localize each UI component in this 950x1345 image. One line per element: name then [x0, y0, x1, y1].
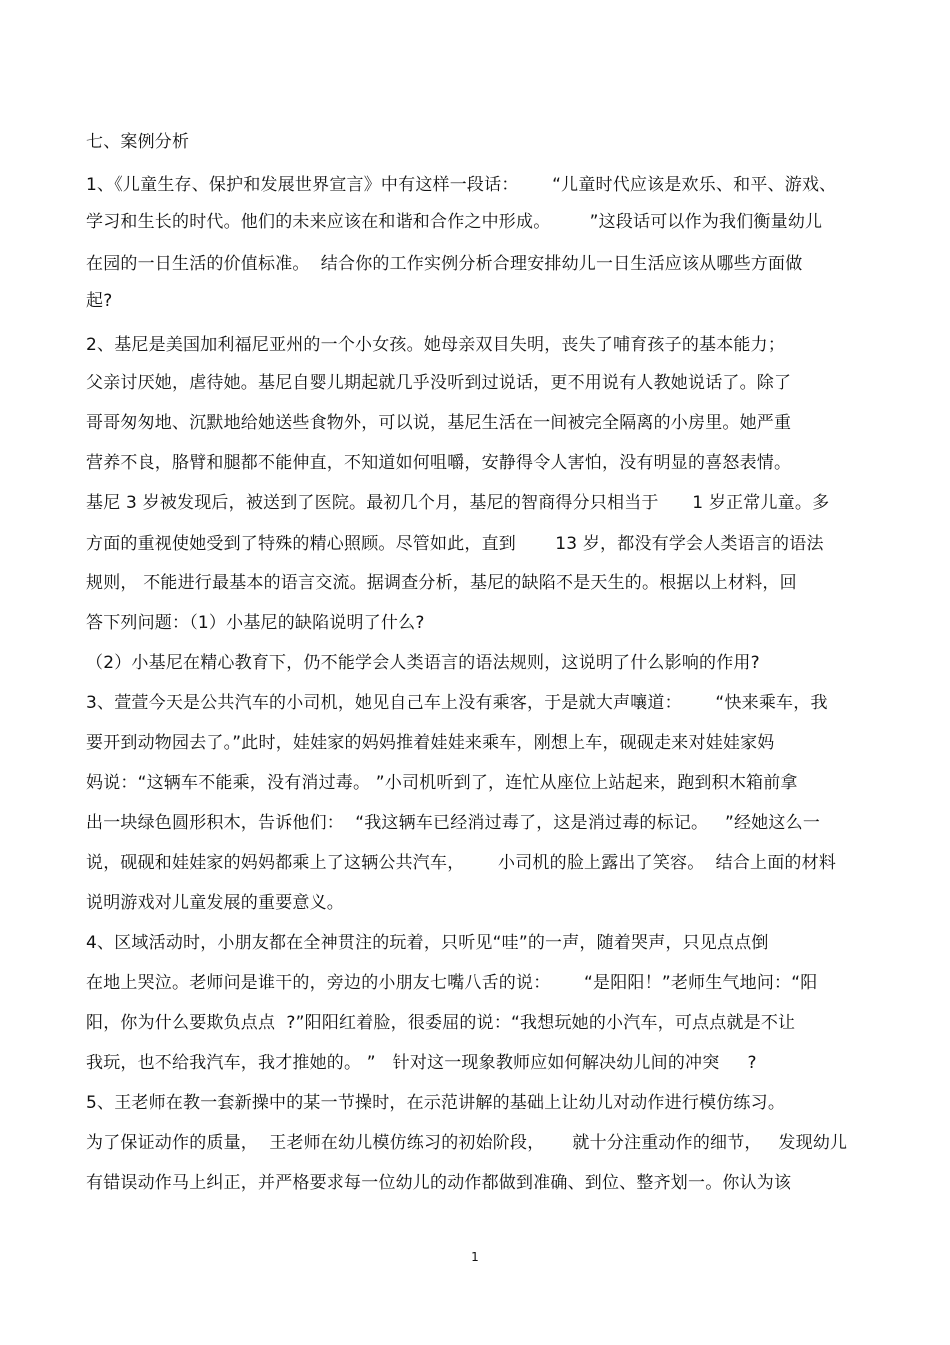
text-line: 规则， 不能进行最基本的语言交流。据调查分析，基尼的缺陷不是天生的。根据以上材料，回 [86, 573, 797, 593]
text-line: 学习和生长的时代。他们的未来应该在和谐和合作之中形成。 ”这段话可以作为我们衡量幼儿 [86, 212, 823, 232]
text-line: 4、区域活动时，小朋友都在全神贯注的玩着，只听见“哇”的一声，随着哭声，只见点点倒 [86, 933, 769, 953]
text-line: 起? [86, 291, 113, 311]
text-line: 要开到动物园去了。”此时，娃娃家的妈妈推着娃娃来乘车，刚想上车，砚砚走来对娃娃家妈 [86, 733, 775, 753]
text-line: 有错误动作马上纠正，并严格要求每一位幼儿的动作都做到准确、到位、整齐划一。你认为该 [86, 1173, 792, 1193]
text-line: 3、萱萱今天是公共汽车的小司机，她见自己车上没有乘客，于是就大声嚷道： “快来乘车，我 [86, 693, 828, 713]
text-line: 在地上哭泣。老师问是谁干的，旁边的小朋友七嘴八舌的说： “是阳阳！”老师生气地问：“阳 [86, 973, 818, 993]
text-line: 说明游戏对儿童发展的重要意义。 [86, 893, 344, 913]
text-line: 1、《儿童生存、保护和发展世界宣言》中有这样一段话： “儿童时代应该是欢乐、和平、游戏、 [86, 175, 837, 195]
text-line: 方面的重视使她受到了特殊的精心照顾。尽管如此，直到 13 岁，都没有学会人类语言的语法 [86, 534, 824, 554]
text-line: 2、基尼是美国加利福尼亚州的一个小女孩。她母亲双目失明，丧失了哺育孩子的基本能力； [86, 335, 786, 355]
text-line: 营养不良，胳臂和腿都不能伸直，不知道如何咀嚼，安静得令人害怕，没有明显的喜怒表情。 [86, 453, 792, 473]
text-line: 5、王老师在教一套新操中的某一节操时，在示范讲解的基础上让幼儿对动作进行模仿练习。 [86, 1093, 786, 1113]
section-heading: 七、案例分析 [86, 132, 190, 152]
text-line: 在园的一日生活的价值标准。 结合你的工作实例分析合理安排幼儿一日生活应该从哪些方面做 [86, 254, 803, 274]
text-line: 父亲讨厌她，虐待她。基尼自婴儿期起就几乎没听到过说话，更不用说有人教她说话了。除了 [86, 373, 792, 393]
text-line: 基尼 3 岁被发现后，被送到了医院。最初几个月，基尼的智商得分只相当于 1 岁正常儿童。多 [86, 493, 830, 513]
text-line: 妈说：“这辆车不能乘，没有消过毒。 ”小司机听到了，连忙从座位上站起来，跑到积木箱前拿 [86, 773, 798, 793]
page-number: 1 [471, 1250, 479, 1264]
text-line: 答下列问题：（1）小基尼的缺陷说明了什么? [86, 613, 425, 633]
text-line: 我玩，也不给我汽车，我才推她的。 ” 针对这一现象教师应如何解决幼儿间的冲突 ? [86, 1053, 757, 1073]
text-line: 出一块绿色圆形积木，告诉他们： “我这辆车已经消过毒了，这是消过毒的标记。 ”经她这么一 [86, 813, 821, 833]
text-line: 哥哥匆匆地、沉默地给她送些食物外，可以说，基尼生活在一间被完全隔离的小房里。她严重 [86, 413, 792, 433]
text-line: 为了保证动作的质量， 王老师在幼儿模仿练习的初始阶段， 就十分注重动作的细节， 发现幼儿 [86, 1133, 848, 1153]
text-line: 阳，你为什么要欺负点点 ?”阳阳红着脸，很委屈的说：“我想玩她的小汽车，可点点就是不让 [86, 1013, 796, 1033]
text-line: 说，砚砚和娃娃家的妈妈都乘上了这辆公共汽车， 小司机的脸上露出了笑容。 结合上面的材料 [86, 853, 837, 873]
text-line: （2）小基尼在精心教育下，仍不能学会人类语言的语法规则，这说明了什么影响的作用? [86, 653, 760, 673]
